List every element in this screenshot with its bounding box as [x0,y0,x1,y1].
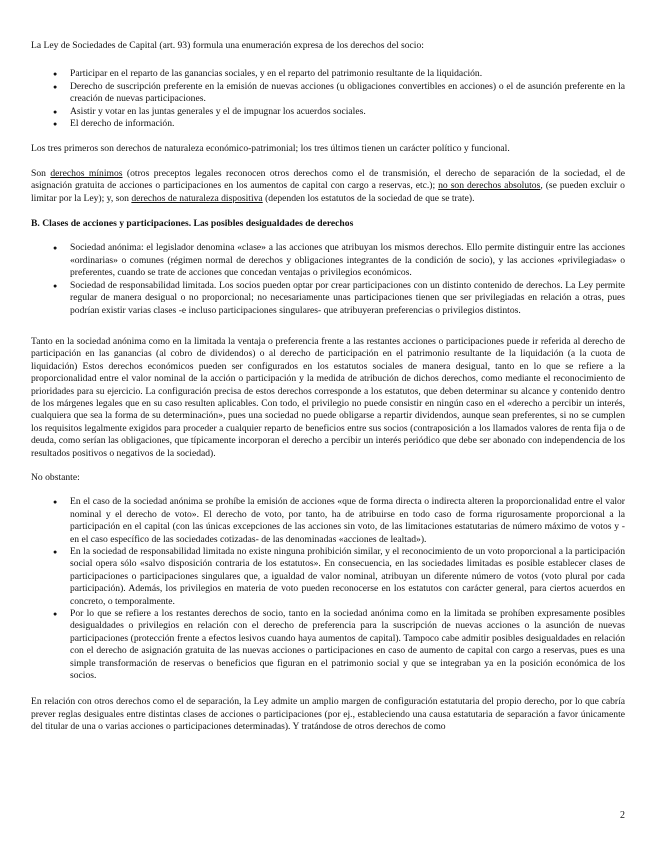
text-run: , (se pueden excluir o limitar por la Ley); y, son [31,180,625,204]
section-heading: B. Clases de acciones y participaciones. Las posibles desigualdades de derechos [31,218,354,230]
privilege-paragraph: Tanto en la sociedad anónima como en la limitada la ventaja o preferencia frente a las restantes acciones o participaciones puede ir referida al derecho de participación en las ganancias (al cobro de dividendos) o al derecho de participación en el patrimonio resultante de la liquidación (a la cuota de liquidación) Estos derechos económicos pueden ser configurados en los estatutos sociales de manera desigual, tanto en lo que se refiere a la proporcionalidad entre el valor nominal de la acción o participación y la medida de atribución de dichos derechos, como mediante el reconocimiento de prioridades para su ejercicio. La configuración precisa de estos derechos corresponde a los estatutos, que deben determinar su alcance y contenido dentro de los márgenes legales que en su caso resulten aplicables. Con todo, el privilegio no puede consistir en ningún caso en el «derecho a percibir un interés, cualquiera que sea la forma de su determinación», pues una sociedad no puede obligarse a repartir dividendos, aunque sean preferentes, si no se cumplen los requisitos legalmente exigidos para proceder a cualquier reparto de beneficios entre sus socios (contraposición a los llamados valores de renta fija o de deuda, como serían las obligaciones, que típicamente incorporan el derecho a percibir un interés periódico que debe ser abonado con independencia de los resultados positivos o negativos de la sociedad). [31,335,625,459]
text-run: (otros preceptos legales reconocen otros derechos como el de transmisión, el derecho de separación de la sociedad, el de asignación gratuita de acciones o participaciones en los aumentos de capital con cargo a reservas, etc.); [31,167,626,192]
intro-paragraph: La Ley de Sociedades de Capital (art. 93) formula una enumeración expresa de los derechos del socio: [31,40,424,51]
list-item: ● El derecho de información. [70,118,625,130]
text-run: Son [31,167,51,179]
closing-paragraph: En relación con otros derechos como el de separación, la Ley admite un amplio margen de configuración estatutaria del propio derecho, por lo que cabría prever reglas desiguales entre distintas clases de acciones o participaciones (por ej., estableciendo una causa estatutaria de separación a favor únicamente del titular de una o varias acciones o participaciones determinadas). Y tratándose de otros derechos de como [31,696,625,733]
no-obstante-paragraph: No obstante: [31,471,80,483]
text-run: (dependen los estatutos de la sociedad de que se trate). [262,192,475,204]
classes-list [31,242,625,316]
underlined-text: derechos de naturaleza dispositiva [131,192,263,204]
list-item: ● En el caso de la sociedad anónima se prohíbe la emisión de acciones «que de forma directa o indirecta alteren la proporcionalidad entre el valor nominal y el derecho de voto». El derecho de voto, por tanto, ha de atribuirse en todo caso de forma rigurosamente proporcional a la participación en el capital (con las únicas excepciones de las acciones sin voto, de las limitaciones estatutarias de número máximo de votos y -en el caso específico de las sociedades cotizadas- de las denominadas «acciones de lealtad»). [70,496,625,546]
restrictions-list [31,496,625,682]
nature-paragraph: Los tres primeros son derechos de naturaleza económico-patrimonial; los tres últimos tienen un carácter político y funcional. [31,143,510,155]
list-item: ● Asistir y votar en las juntas generales y el de impugnar los acuerdos sociales. [70,106,625,118]
minimos-paragraph [31,168,625,205]
list-item: ● Derecho de suscripción preferente en la emisión de nuevas acciones (u obligaciones convertibles en acciones) o el de asunción preferente en la creación de nuevas participaciones. [70,81,625,106]
list-item: ● En la sociedad de responsabilidad limitada no existe ninguna prohibición similar, y el reconocimiento de un voto proporcional a la participación social opera sólo «salvo disposición contraria de los estatutos». En consecuencia, en las sociedades limitadas es posible establecer clases de participaciones o participaciones singulares que, a igualdad de valor nominal, atribuyan un diferente número de votos (voto plural por cada participación). Además, los privilegios en materia de voto pueden reconocerse en los estatutos con carácter general, para ciertos acuerdos en concreto, o temporalmente. [70,546,625,608]
underlined-text: derechos mínimos [50,167,123,179]
underlined-text: no son derechos absolutos [438,180,541,192]
page-number: 2 [620,810,625,821]
list-item: ● Participar en el reparto de las ganancias sociales, y en el reparto del patrimonio resultante de la liquidación. [70,68,625,80]
list-item: ● Sociedad anónima: el legislador denomina «clase» a las acciones que atribuyan los mismos derechos. Ello permite distinguir entre las acciones «ordinarias» o comunes (régimen normal de derechos y obligaciones integrantes de la condición de socio), y las acciones «privilegiadas» o preferentes, cuando se trate de acciones que concedan ventajas o privilegios económicos. [70,242,625,279]
list-item: ● Por lo que se refiere a los restantes derechos de socio, tanto en la sociedad anónima como en la limitada se prohíben expresamente posibles desigualdades o privilegios en relación con el derecho de preferencia para la suscripción de nuevas acciones o la asunción de nuevas participaciones (protección frente a efectos lesivos cuando haya aumentos de capital). Tampoco cabe admitir posibles desigualdades en relación con el derecho de asignación gratuita de las nuevas acciones o participaciones en caso de aumento de capital con cargo a reservas, pues es una simple transformación de reservas o beneficios que figuran en el patrimonio social y que se integraban ya en la posición económica de los socios. [70,608,625,682]
rights-list [31,68,625,130]
list-item: ● Sociedad de responsabilidad limitada. Los socios pueden optar por crear participaciones con un distinto contenido de derechos. La Ley permite regular de manera desigual o no proporcional; no necesariamente unas participaciones tienen que ser privilegiadas en relación a otras, pues podrían existir varias clases -e incluso participaciones singulares- que atribuyeran preferencias o privilegios distintos. [70,280,625,317]
